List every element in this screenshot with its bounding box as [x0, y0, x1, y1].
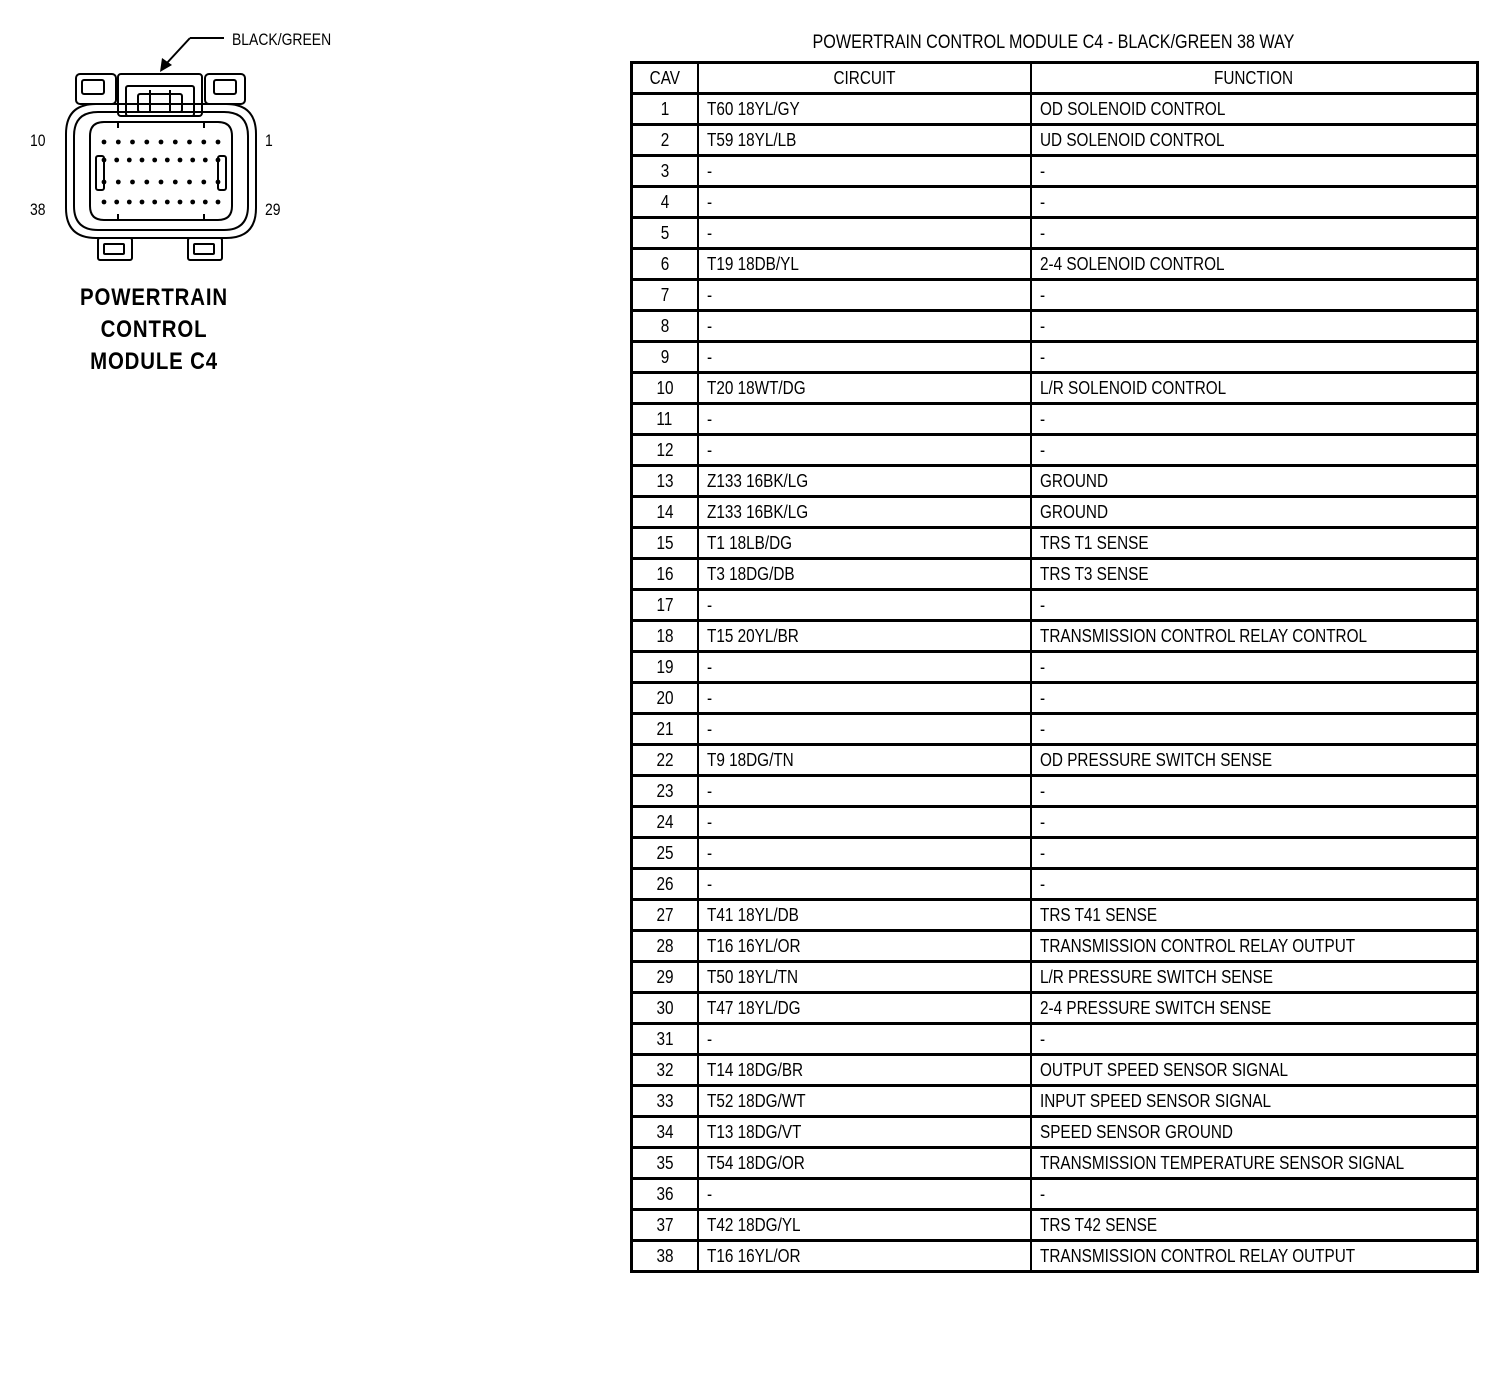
cav-cell: 8 — [632, 311, 698, 342]
circuit-cell: - — [698, 311, 1031, 342]
circuit-cell: - — [698, 1024, 1031, 1055]
connector-pin — [173, 140, 178, 145]
function-cell: - — [1031, 869, 1478, 900]
pinout-table-body — [632, 94, 1478, 1272]
cav-cell: 34 — [632, 1117, 698, 1148]
cav-cell: 37 — [632, 1210, 698, 1241]
function-cell: GROUND — [1031, 497, 1478, 528]
color-leader-arrow — [166, 38, 224, 64]
connector-color-label: BLACK/GREEN — [232, 30, 332, 49]
circuit-cell: - — [698, 435, 1031, 466]
table-row — [632, 1086, 1478, 1117]
connector-pin-grid — [102, 140, 221, 205]
connector-pin — [216, 180, 221, 185]
cav-cell: 11 — [632, 404, 698, 435]
circuit-cell: T1 18LB/DG — [698, 528, 1031, 559]
table-row — [632, 280, 1478, 311]
function-cell: UD SOLENOID CONTROL — [1031, 125, 1478, 156]
connector-pin — [203, 200, 208, 205]
connector-pin — [216, 140, 221, 145]
circuit-cell: T19 18DB/YL — [698, 249, 1031, 280]
function-cell: - — [1031, 156, 1478, 187]
circuit-cell: T42 18DG/YL — [698, 1210, 1031, 1241]
circuit-cell: - — [698, 156, 1031, 187]
circuit-cell: T16 16YL/OR — [698, 931, 1031, 962]
connector-pin — [144, 140, 149, 145]
pin-label-38: 38 — [30, 200, 46, 219]
table-row — [632, 714, 1478, 745]
table-title — [630, 32, 1476, 54]
circuit-cell: - — [698, 342, 1031, 373]
connector-figure — [0, 0, 360, 380]
table-row — [632, 94, 1478, 125]
cav-cell: 16 — [632, 559, 698, 590]
connector-pin — [114, 200, 119, 205]
table-row — [632, 559, 1478, 590]
cav-cell: 36 — [632, 1179, 698, 1210]
connector-pin — [190, 158, 195, 163]
circuit-cell: T9 18DG/TN — [698, 745, 1031, 776]
table-row — [632, 1148, 1478, 1179]
function-cell: - — [1031, 807, 1478, 838]
pin-label-10: 10 — [30, 131, 46, 150]
function-cell: - — [1031, 404, 1478, 435]
cav-cell: 29 — [632, 962, 698, 993]
cav-cell: 38 — [632, 1241, 698, 1272]
table-row — [632, 187, 1478, 218]
connector-pin — [116, 140, 121, 145]
circuit-cell: Z133 16BK/LG — [698, 466, 1031, 497]
function-cell: OD SOLENOID CONTROL — [1031, 94, 1478, 125]
connector-pin — [127, 200, 132, 205]
connector-pin — [187, 140, 192, 145]
circuit-cell: - — [698, 280, 1031, 311]
cav-cell: 6 — [632, 249, 698, 280]
cav-cell: 20 — [632, 683, 698, 714]
cav-cell: 23 — [632, 776, 698, 807]
cav-cell: 21 — [632, 714, 698, 745]
table-row — [632, 745, 1478, 776]
circuit-cell: T14 18DG/BR — [698, 1055, 1031, 1086]
cav-cell: 10 — [632, 373, 698, 404]
module-name-line-1: POWERTRAIN — [80, 284, 228, 311]
connector-pin — [190, 200, 195, 205]
circuit-cell: - — [698, 807, 1031, 838]
connector-pin — [201, 140, 206, 145]
cav-cell: 17 — [632, 590, 698, 621]
circuit-cell: Z133 16BK/LG — [698, 497, 1031, 528]
function-cell: GROUND — [1031, 466, 1478, 497]
connector-pin — [140, 158, 145, 163]
cav-cell: 9 — [632, 342, 698, 373]
cav-cell: 7 — [632, 280, 698, 311]
connector-pin — [152, 200, 157, 205]
function-cell: OUTPUT SPEED SENSOR SIGNAL — [1031, 1055, 1478, 1086]
connector-pin — [165, 158, 170, 163]
circuit-cell: T41 18YL/DB — [698, 900, 1031, 931]
pinout-table — [630, 61, 1479, 1273]
table-row — [632, 435, 1478, 466]
function-cell: TRANSMISSION CONTROL RELAY CONTROL — [1031, 621, 1478, 652]
table-row — [632, 869, 1478, 900]
connector-pin — [102, 200, 107, 205]
connector-pin — [216, 158, 221, 163]
function-cell: TRANSMISSION CONTROL RELAY OUTPUT — [1031, 1241, 1478, 1272]
table-row — [632, 1241, 1478, 1272]
function-cell: TRS T41 SENSE — [1031, 900, 1478, 931]
connector-pin — [203, 158, 208, 163]
cav-cell: 35 — [632, 1148, 698, 1179]
circuit-cell: - — [698, 838, 1031, 869]
connector-pin — [102, 180, 107, 185]
connector-pin — [216, 200, 221, 205]
table-row — [632, 156, 1478, 187]
table-row — [632, 404, 1478, 435]
cav-cell: 18 — [632, 621, 698, 652]
function-cell: L/R PRESSURE SWITCH SENSE — [1031, 962, 1478, 993]
function-cell: - — [1031, 342, 1478, 373]
connector-pin — [201, 180, 206, 185]
cav-cell: 5 — [632, 218, 698, 249]
table-row — [632, 342, 1478, 373]
circuit-cell: - — [698, 869, 1031, 900]
table-row — [632, 125, 1478, 156]
cav-cell: 28 — [632, 931, 698, 962]
cav-cell: 33 — [632, 1086, 698, 1117]
cav-cell: 25 — [632, 838, 698, 869]
circuit-cell: - — [698, 187, 1031, 218]
cav-cell: 14 — [632, 497, 698, 528]
circuit-cell: T52 18DG/WT — [698, 1086, 1031, 1117]
cav-cell: 2 — [632, 125, 698, 156]
table-row — [632, 311, 1478, 342]
table-row — [632, 1024, 1478, 1055]
function-cell: - — [1031, 1024, 1478, 1055]
function-cell: OD PRESSURE SWITCH SENSE — [1031, 745, 1478, 776]
module-name-line-2: CONTROL — [100, 316, 208, 343]
table-row — [632, 373, 1478, 404]
table-row — [632, 528, 1478, 559]
connector-pin — [116, 180, 121, 185]
cav-cell: 3 — [632, 156, 698, 187]
function-cell: - — [1031, 187, 1478, 218]
function-cell: - — [1031, 590, 1478, 621]
circuit-cell: - — [698, 714, 1031, 745]
cav-cell: 4 — [632, 187, 698, 218]
circuit-cell: T3 18DG/DB — [698, 559, 1031, 590]
table-row — [632, 652, 1478, 683]
connector-pin — [152, 158, 157, 163]
circuit-cell: T16 16YL/OR — [698, 1241, 1031, 1272]
function-cell: TRANSMISSION TEMPERATURE SENSOR SIGNAL — [1031, 1148, 1478, 1179]
function-cell: - — [1031, 1179, 1478, 1210]
cav-cell: 15 — [632, 528, 698, 559]
table-row — [632, 621, 1478, 652]
circuit-cell: T54 18DG/OR — [698, 1148, 1031, 1179]
table-row — [632, 1210, 1478, 1241]
header-cav: CAV — [632, 63, 698, 94]
function-cell: SPEED SENSOR GROUND — [1031, 1117, 1478, 1148]
table-row — [632, 1117, 1478, 1148]
cav-cell: 27 — [632, 900, 698, 931]
connector-pin — [130, 140, 135, 145]
table-row — [632, 900, 1478, 931]
circuit-cell: T50 18YL/TN — [698, 962, 1031, 993]
table-title-text: POWERTRAIN CONTROL MODULE C4 - BLACK/GREEN 38 WAY — [812, 32, 1294, 53]
table-row — [632, 1179, 1478, 1210]
table-row — [632, 807, 1478, 838]
connector-pin — [187, 180, 192, 185]
function-cell: TRANSMISSION CONTROL RELAY OUTPUT — [1031, 931, 1478, 962]
pin-label-1: 1 — [265, 131, 273, 150]
connector-pin — [159, 180, 164, 185]
function-cell: - — [1031, 776, 1478, 807]
connector-pin — [102, 158, 107, 163]
function-cell: TRS T3 SENSE — [1031, 559, 1478, 590]
circuit-cell: T47 18YL/DG — [698, 993, 1031, 1024]
function-cell: - — [1031, 218, 1478, 249]
header-circuit: CIRCUIT — [698, 63, 1031, 94]
connector-module-name — [57, 282, 251, 378]
connector-pin — [140, 200, 145, 205]
table-row — [632, 776, 1478, 807]
function-cell: TRS T1 SENSE — [1031, 528, 1478, 559]
table-row — [632, 683, 1478, 714]
cav-cell: 24 — [632, 807, 698, 838]
cav-cell: 32 — [632, 1055, 698, 1086]
cav-cell: 26 — [632, 869, 698, 900]
cav-cell: 12 — [632, 435, 698, 466]
module-name-line-3: MODULE C4 — [90, 348, 218, 375]
function-cell: 2-4 SOLENOID CONTROL — [1031, 249, 1478, 280]
function-cell: - — [1031, 838, 1478, 869]
header-function: FUNCTION — [1031, 63, 1478, 94]
function-cell: - — [1031, 683, 1478, 714]
connector-pin — [127, 158, 132, 163]
table-row — [632, 497, 1478, 528]
table-row — [632, 218, 1478, 249]
circuit-cell: - — [698, 683, 1031, 714]
function-cell: - — [1031, 652, 1478, 683]
table-row — [632, 962, 1478, 993]
circuit-cell: T59 18YL/LB — [698, 125, 1031, 156]
function-cell: TRS T42 SENSE — [1031, 1210, 1478, 1241]
table-row — [632, 249, 1478, 280]
circuit-cell: - — [698, 218, 1031, 249]
connector-pin — [130, 180, 135, 185]
connector-pin — [159, 140, 164, 145]
table-row — [632, 1055, 1478, 1086]
table-row — [632, 466, 1478, 497]
table-row — [632, 993, 1478, 1024]
circuit-cell: T60 18YL/GY — [698, 94, 1031, 125]
function-cell: - — [1031, 280, 1478, 311]
connector-body — [66, 74, 256, 260]
table-row — [632, 838, 1478, 869]
cav-cell: 22 — [632, 745, 698, 776]
table-row — [632, 931, 1478, 962]
circuit-cell: T20 18WT/DG — [698, 373, 1031, 404]
function-cell: L/R SOLENOID CONTROL — [1031, 373, 1478, 404]
function-cell: - — [1031, 714, 1478, 745]
connector-pin — [178, 200, 183, 205]
circuit-cell: T15 20YL/BR — [698, 621, 1031, 652]
function-cell: INPUT SPEED SENSOR SIGNAL — [1031, 1086, 1478, 1117]
cav-cell: 1 — [632, 94, 698, 125]
connector-pin — [144, 180, 149, 185]
cav-cell: 19 — [632, 652, 698, 683]
connector-pin — [102, 140, 107, 145]
circuit-cell: - — [698, 1179, 1031, 1210]
circuit-cell: - — [698, 776, 1031, 807]
circuit-cell: T13 18DG/VT — [698, 1117, 1031, 1148]
circuit-cell: - — [698, 652, 1031, 683]
pin-label-29: 29 — [265, 200, 281, 219]
connector-pin — [114, 158, 119, 163]
circuit-cell: - — [698, 404, 1031, 435]
connector-pin — [173, 180, 178, 185]
table-header-row — [632, 63, 1478, 94]
function-cell: - — [1031, 435, 1478, 466]
connector-pin — [178, 158, 183, 163]
function-cell: 2-4 PRESSURE SWITCH SENSE — [1031, 993, 1478, 1024]
table-row — [632, 590, 1478, 621]
cav-cell: 30 — [632, 993, 698, 1024]
connector-pin — [165, 200, 170, 205]
function-cell: - — [1031, 311, 1478, 342]
cav-cell: 31 — [632, 1024, 698, 1055]
circuit-cell: - — [698, 590, 1031, 621]
cav-cell: 13 — [632, 466, 698, 497]
